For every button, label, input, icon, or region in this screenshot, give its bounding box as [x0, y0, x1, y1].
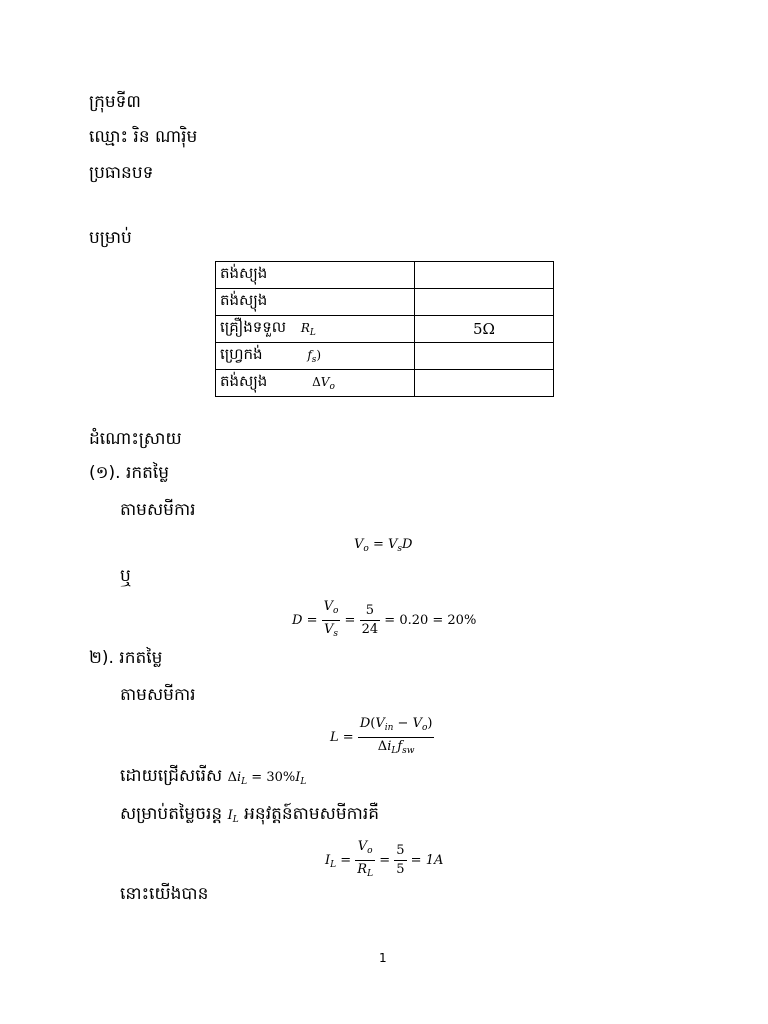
step-2-heading: ២). រកតម្លៃ [89, 648, 163, 668]
table-row [216, 343, 554, 370]
result-intro: នោះយើងបាន [120, 884, 209, 904]
group-label: ក្រុមទី៣ [89, 92, 141, 112]
fraction-5-24: $\frac{5}{24}$ [361, 603, 379, 637]
table-row [216, 289, 554, 316]
symbol-delta-vo: $\Delta V_o$ [312, 375, 335, 392]
choose-line: ដោយជ្រើសរើស $\Delta i_L = 30\%I_L$ [120, 766, 307, 787]
table-row [216, 316, 554, 343]
symbol-il: $I_L$ [227, 808, 239, 825]
table-cell-label: ហ្វ្រេកង់ $f_s$) [216, 343, 415, 370]
fraction-5-5: $\frac{5}{5}$ [396, 843, 405, 877]
formula-intro-1: តាមសមីការ [120, 500, 196, 520]
given-label: បម្រាប់ [89, 228, 132, 248]
name-label: ឈ្មោះ រិន ណារ៉ិម [89, 127, 198, 147]
symbol-rl: $R_L$ [300, 321, 316, 338]
table-cell-label: តង់ស្យុង $\Delta V_o$ [216, 370, 415, 397]
table-cell-label: តង់ស្យុង [216, 289, 415, 316]
table-cell-value [415, 289, 554, 316]
table-cell-value: 5Ω [415, 316, 554, 343]
fraction-inductance: $\frac{D(V_{in} - V_o)}{\Delta i_Lf_{sw}}$ [359, 716, 433, 756]
equation-current: $I_L$ = $\frac{V_o}{R_L}$ = $\frac{5}{5}$ = 1A [325, 838, 443, 883]
step-1-heading: (១). រកតម្លៃ [89, 463, 170, 483]
symbol-fs: $f_s$) [307, 348, 322, 365]
fraction-vo-rl: $\frac{V_o}{R_L}$ [357, 839, 374, 879]
table-cell-value [415, 370, 554, 397]
equation-inductance: L = $\frac{D(V_{in} - V_o)}{\Delta i_Lf_{sw}}$ [330, 715, 434, 760]
table-cell-value [415, 343, 554, 370]
topic-label: ប្រធានបទ [89, 163, 154, 183]
table-row [216, 370, 554, 397]
table-row [216, 262, 554, 289]
equation-duty-cycle: D = $\frac{V_o}{V_s}$ = $\frac{5}{24}$ = 0.20 = 20% [292, 598, 476, 643]
current-line: សម្រាប់តម្លៃចរន្ត $I_L$ អនុវត្តន៍តាមសមីការគឺ [120, 804, 380, 825]
or-label: ឬ [120, 566, 131, 586]
formula-intro-2: តាមសមីការ [120, 685, 196, 705]
table-cell-label: គ្រឿងទទួល $R_L$ [216, 316, 415, 343]
ripple-equation: $\Delta i_L = 30\%I_L$ [227, 770, 307, 787]
fraction-vo-vs: $\frac{V_o}{V_s}$ [323, 599, 339, 639]
page-number: 1 [379, 951, 387, 965]
table-cell-value [415, 262, 554, 289]
solution-heading: ដំណោះស្រាយ [89, 429, 182, 449]
parameter-table [215, 261, 554, 397]
equation-vo: $V_o = V_sD$ [354, 537, 413, 554]
table-cell-label: តង់ស្យុង [216, 262, 415, 289]
